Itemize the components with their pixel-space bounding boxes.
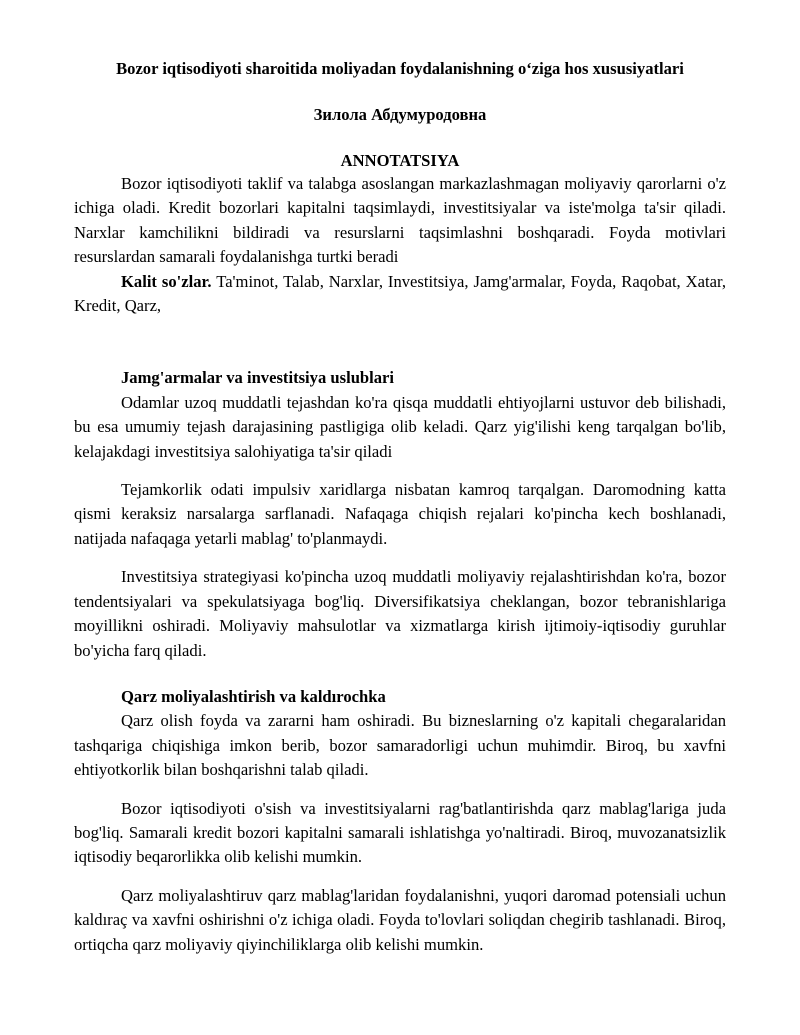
spacer [74, 551, 726, 565]
section-paragraph: Qarz moliyalashtiruv qarz mablag'laridan foydalanishni, yuqori daromad potensiali uchun kaldıraç va xavfni oshirishni o'z ichiga oladi. Foyda to'lovlari soliqdan chegirib tashlanadi. Biroq, ortiqcha qarz moliyaviy qiyinchiliklarga olib kelishi mumkin. [74, 885, 726, 954]
section-paragraph: Qarz olish foyda va zararni ham oshiradi. Bu bizneslarning o'z kapitali chegaralaridan tashqariga chiqishiga imkon berib, bozor samaradorligi uchun muhimdir. Biroq, bu xavfni ehtiyotkorlik bilan boshqarishni talab qiladi. [74, 711, 726, 780]
spacer [74, 870, 726, 884]
annotation-text: Bozor iqtisodiyoti taklif va talabga asoslangan markazlashmagan moliyaviy qarorlarni o'z ichiga oladi. Kredit bozorlari kapitalni taqsimlaydi, investitsiyalar va iste'molga ta'sir qiladi. Narxlar kamchilikni bildiradi va resurslarni taqsimlashni boshqaradi. Foyda motivlari resurslardan samarali foydalanishga turtki beradi [74, 174, 726, 267]
section-paragraph: Bozor iqtisodiyoti o'sish va investitsiyalarni rag'batlantirishda qarz mablag'lariga juda bog'liq. Samarali kredit bozori kapitalni samarali ishlatishga yo'naltiradi. Biroq, muvozanatsizlik iqtisodiy beqarorlikka olib kelishi mumkin. [74, 798, 726, 867]
spacer [74, 318, 726, 366]
section-paragraph: Odamlar uzoq muddatli tejashdan ko'ra qisqa muddatli ehtiyojlarni ustuvor deb bilishadi, bu esa umumiy tejash darajasining pastligiga olib keladi. Qarz yig'ilishi keng tarqalgan bo'lib, kelajakdagi investitsiya salohiyatiga ta'sir qiladi [74, 392, 726, 461]
section-heading-debt: Qarz moliyalashtirish va kaldırochka [121, 686, 386, 706]
section-heading-savings: Jamg'armalar va investitsiya uslublari [121, 368, 395, 388]
section-paragraph: Tejamkorlik odati impulsiv xaridlarga nisbatan kamroq tarqalgan. Daromodning katta qismi keraksiz narsalarga sarflanadi. Nafaqaga chiqish rejalari ko'pincha kech boshlanadi, natijada nafaqaga yetarli mablag' to'planmaydi. [74, 480, 726, 548]
paper-title: Bozor iqtisodiyoti sharoitida moliyadan foydalanishning o‘ziga hos xususiyatlari [116, 59, 684, 78]
keywords-paragraph [74, 270, 726, 319]
author-name: Зилола Абдумуродовна [313, 105, 487, 124]
section-paragraph: Investitsiya strategiyasi ko'pincha uzoq muddatli moliyaviy rejalashtirishdan ko'ra, bozor tendentsiyalari va spekulatsiyaga bog'liq. Diversifikatsiya cheklangan, bozor tebranishlariga moyillikni oshiradi. Moliyaviy mahsulotlar va xizmatlarga kirish ijtimoiy-iqtisodiy guruhlar bo'yicha farq qiladi. [74, 567, 726, 660]
spacer [74, 464, 726, 478]
keywords-label: Kalit so'zlar. [121, 271, 212, 291]
annotation-heading: ANNOTATSIYA [340, 151, 460, 170]
document-page [74, 58, 726, 957]
spacer [74, 663, 726, 685]
spacer [74, 783, 726, 797]
keywords-list: Ta'minot, Talab, Narxlar, Investitsiya, Jamg'armalar, Foyda, Raqobat, Xatar, Kredit, Qarz, [74, 271, 726, 316]
